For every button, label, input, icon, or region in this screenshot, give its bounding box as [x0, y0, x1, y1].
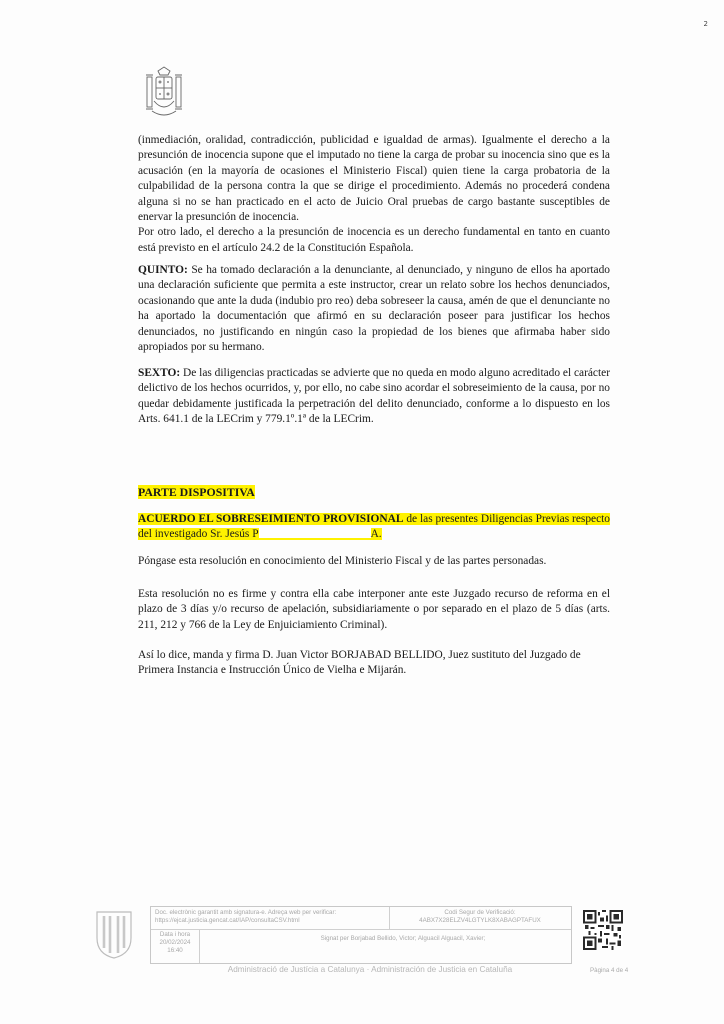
paragraph-sexto	[138, 366, 610, 428]
quinto-text: Se ha tomado declaración a la denunciante, al denunciado, y ninguno de ellos ha aportado una declaración suficiente que permita a este instructor, crear un relato sobre los hechos denunciados, ocasionando que ante la duda (indubio pro reo) deba sobreseer la causa, amén de que el denunciante no ha aportado la documentación que afirmó en su declaración poseer para justificar los hechos denunciados, no justificando en ningún caso la propiedad de los bienes que afirmaba haber sido apropiados por su hermano.	[138, 264, 610, 354]
time-value: 16:40	[167, 947, 183, 954]
date-time	[155, 931, 195, 955]
verification-url[interactable]: https://ejcat.justicia.gencat.cat/IAP/consultaCSV.html	[155, 917, 300, 924]
paragraph-1: (inmediación, oralidad, contradicción, publicidad e igualdad de armas). Igualmente el derecho a la presunción de inocencia supone que el imputado no tiene la carga de probar su inocencia sino que es la acusación (en la mayoría de ocasiones el Ministerio Fiscal) quien tiene la carga probatoria de la culpabilidad de la persona contra la que se dirige el procedimiento. Además no procederá condena alguna si no se han practicado en el acto de Juicio Oral pruebas de cargo bastante susceptibles de enervar la presunción de inocencia.	[138, 134, 610, 224]
verification-footer	[150, 906, 572, 964]
acuerdo-paragraph	[138, 512, 610, 543]
firma-paragraph: Así lo dice, manda y firma D. Juan Victor BORJABAD BELLIDO, Juez sustituto del Juzgado de Primera Instancia e Instrucción Único de Vielha e Mijarán.	[138, 649, 581, 677]
acuerdo-end: A.	[370, 528, 382, 541]
acuerdo-bold: ACUERDO EL SOBRESEIMIENTO PROVISIONAL	[138, 513, 404, 525]
coat-of-arms-icon	[142, 65, 186, 121]
generalitat-seal-icon	[93, 908, 135, 960]
pongase-paragraph: Póngase esta resolución en conocimiento del Ministerio Fiscal y de las partes personadas.	[138, 555, 547, 567]
csv-label: Codi Segur de Verificació:	[444, 909, 516, 916]
parte-dispositiva-label: PARTE DISPOSITIVA	[138, 485, 255, 499]
recurso-paragraph: Esta resolución no es firme y contra ella cabe interponer ante este Juzgado recurso de reforma en el plazo de 3 días y/o recurso de apelación, subsidiariamente o por separado en el plazo de 5 días (arts. 211, 212 y 766 de la Ley de Enjuiciamiento Criminal).	[138, 588, 610, 631]
date-label: Data i hora	[159, 931, 191, 938]
administration-footer: Administració de Justícia a Catalunya · Administración de Justicia en Cataluña	[227, 965, 513, 974]
sexto-label: SEXTO:	[138, 367, 181, 379]
quinto-label: QUINTO:	[138, 264, 188, 276]
redacted-surname	[259, 527, 371, 538]
paragraph-quinto	[138, 263, 610, 355]
date-value: 20/02/2024	[159, 939, 191, 946]
verification-text	[155, 909, 383, 925]
page-number: Pàgina 4 de 4	[590, 967, 629, 974]
corner-mark: 2	[703, 20, 708, 28]
qr-code-icon[interactable]	[583, 910, 623, 950]
sexto-text: De las diligencias practicadas se advierte que no queda en modo alguno acreditado el carácter delictivo de los hechos ocurridos, y, por ello, no cabe sino acordar el sobreseimiento de la causa, por no quedar debidamente justificada la perpetración del delito denunciado, conforme a lo dispuesto en los Arts. 641.1 de la LECrim y 779.1º.1ª de la LECrim.	[138, 367, 611, 426]
csv-code: 4ABX7X28ELZV4LGTYLK8XABAGPTAFUX	[419, 917, 541, 924]
doc-label: Doc. electrònic garantit amb signatura-e. Adreça web per verificar:	[155, 909, 337, 916]
paragraph-2: Por otro lado, el derecho a la presunción de inocencia es un derecho fundamental en tanto en cuanto está previsto en el artículo 24.2 de la Constitución Española.	[138, 226, 610, 254]
parte-dispositiva-heading	[138, 485, 255, 500]
acuerdo-text: de las presentes Diligencias Previas respecto del investigado Sr. Jesús P	[138, 513, 610, 541]
paragraph-presuncion	[138, 133, 610, 256]
signed-by: Signat per Borjabad Bellido, Victor; Alguacil Alguacil, Xavier;	[320, 935, 486, 942]
